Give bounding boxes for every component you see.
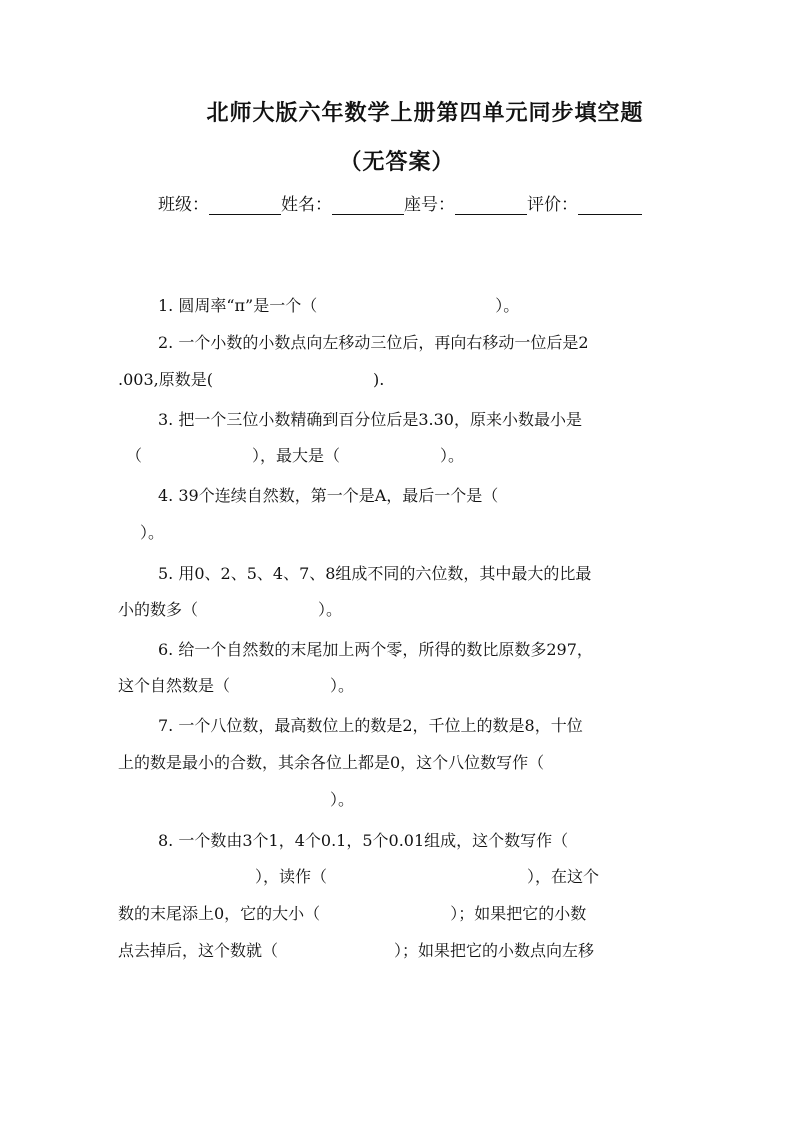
- question-1-text-end: ）。: [495, 296, 520, 315]
- question-6-line-2: [118, 674, 354, 698]
- question-3-text: 3. 把一个三位小数精确到百分位后是3.30，原来小数最小是: [158, 410, 582, 429]
- question-3-text-mid: ），最大是（: [252, 446, 341, 465]
- question-8-text-cont: ），读作（: [255, 867, 328, 886]
- question-3-text-cont: （: [126, 446, 143, 465]
- question-6-text-cont: 这个自然数是（: [118, 676, 231, 695]
- question-1-text: 1. 圆周率“π”是一个（: [158, 296, 318, 315]
- seat-blank[interactable]: [455, 196, 527, 215]
- question-5-text: 5. 用0、2、5、4、7、8组成不同的六位数，其中最大的比最: [158, 564, 592, 583]
- question-7-line-3: [330, 788, 354, 812]
- page-subtitle: （无答案）: [339, 149, 455, 175]
- name-blank[interactable]: [332, 196, 404, 215]
- question-2-line-2: [118, 368, 384, 392]
- page-title: 北师大版六年数学上册第四单元同步填空题: [206, 100, 644, 126]
- question-4: [158, 484, 498, 508]
- question-1: [158, 294, 519, 318]
- question-5-line-2: [118, 598, 342, 622]
- question-3-line-2: [126, 444, 464, 468]
- question-8-text-cont-6: ）；如果把它的小数点向左移: [394, 941, 595, 960]
- question-6-text-end: ）。: [330, 676, 355, 695]
- question-5-text-cont: 小的数多（: [118, 600, 199, 619]
- question-8-text-cont-5: 点去掉后，这个数就（: [118, 941, 279, 960]
- question-6: [158, 638, 593, 662]
- seat-label: 座号：: [404, 195, 455, 215]
- question-5: [158, 562, 591, 586]
- class-label: 班级：: [158, 195, 209, 215]
- question-2: [158, 331, 589, 355]
- question-3-text-end: ）。: [440, 446, 465, 465]
- question-8-line-3: [118, 902, 586, 926]
- question-8-text: 8. 一个数由3个1，4个0.1，5个0.01组成，这个数写作（: [158, 831, 569, 850]
- question-7-text-end: ）。: [330, 790, 355, 809]
- question-7-text-cont: 上的数是最小的合数，其余各位上都是0，这个八位数写作（: [118, 753, 545, 772]
- question-8-line-4: [118, 939, 594, 963]
- question-6-text: 6. 给一个自然数的末尾加上两个零，所得的数比原数多297，: [158, 640, 593, 659]
- question-4-text: 4. 39个连续自然数，第一个是A，最后一个是（: [158, 486, 499, 505]
- question-7-line-2: [118, 751, 544, 775]
- question-7: [158, 714, 583, 738]
- question-8-text-cont-4: ）；如果把它的小数: [450, 904, 587, 923]
- question-2-text-end: ).: [372, 370, 385, 389]
- class-blank[interactable]: [209, 196, 281, 215]
- question-4-text-end: ）。: [140, 523, 165, 542]
- question-3: [158, 408, 582, 432]
- question-8-text-cont-2: ），在这个: [527, 867, 600, 886]
- student-info-row: [158, 190, 642, 215]
- score-label: 评价：: [527, 195, 578, 215]
- score-blank[interactable]: [578, 196, 642, 215]
- question-5-text-end: ）。: [318, 600, 343, 619]
- question-2-text: 2. 一个小数的小数点向左移动三位后，再向右移动一位后是2: [158, 333, 589, 352]
- question-2-text-cont: .003,原数是(: [118, 370, 213, 389]
- question-8-text-cont-3: 数的末尾添上0，它的大小（: [118, 904, 321, 923]
- name-label: 姓名：: [281, 195, 332, 215]
- question-8-line-2: [255, 865, 599, 889]
- question-4-line-2: [140, 521, 164, 545]
- question-8: [158, 829, 568, 853]
- question-7-text: 7. 一个八位数，最高数位上的数是2，千位上的数是8，十位: [158, 716, 583, 735]
